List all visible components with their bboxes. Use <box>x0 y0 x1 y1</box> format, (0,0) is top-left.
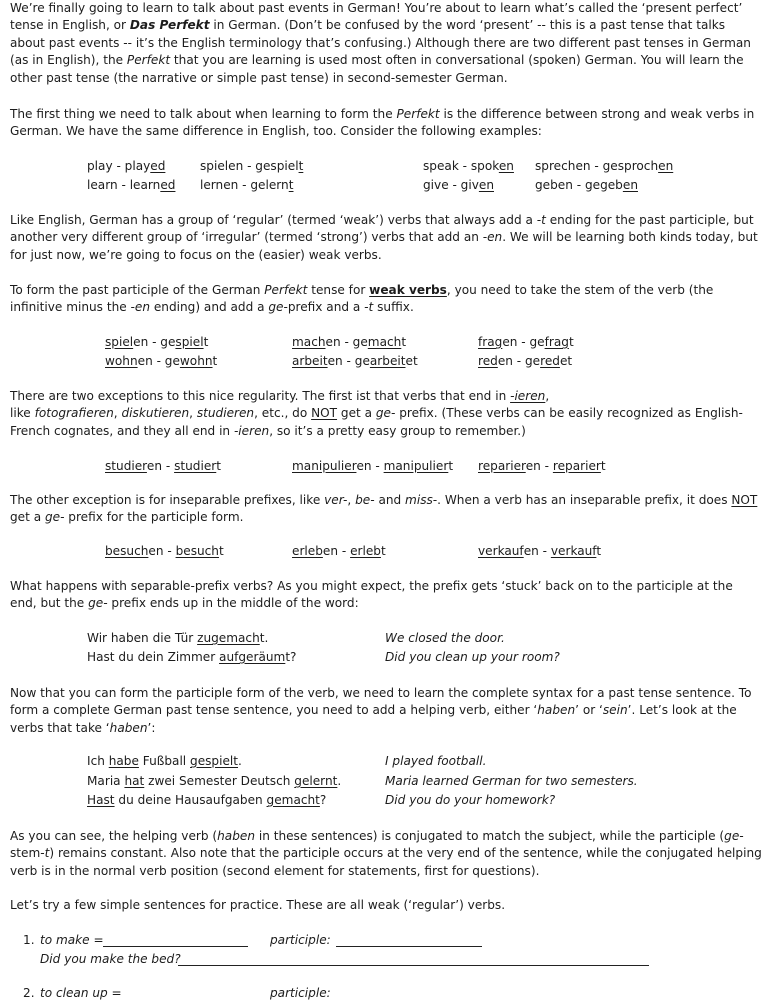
haben-german-2: Maria hat zwei Semester Deutsch gelernt. <box>87 774 342 788</box>
exercise-sentence-prompt: Did you make the bed? <box>40 952 181 966</box>
insep-verb-verkaufen: verkaufen - verkauft <box>478 544 602 558</box>
example-spielen: spielen - gespielt <box>200 159 304 173</box>
example-play: play - played <box>87 159 166 173</box>
haben-german-3: Hast du deine Hausaufgaben gemacht? <box>87 793 327 807</box>
syntax-paragraph: Now that you can form the participle form of the verb, we need to learn the complete syntax for a past tense sentence. To form a complete German past tense sentence, you need to add a helping verb, either ‘haben’ or ‘sein’. Let’s look at the verbs that take ‘haben’: <box>10 686 752 735</box>
example-speak: speak - spoken <box>423 159 514 173</box>
weak-verb-reden: reden - geredet <box>478 354 573 368</box>
weak-verb-spielen: spielen - gespielt <box>105 335 209 349</box>
ieren-verb-studieren: studieren - studiert <box>105 459 221 473</box>
ieren-verb-manipulieren: manipulieren - manipuliert <box>292 459 454 473</box>
intro-paragraph: We’re finally going to learn to talk about past events in German! You’re about to learn what’s called the ‘present perfect’ tense in English, or Das Perfekt in German. (Don’t be confused by the word ‘present’ -- this is a past tense that talks about past events -- it’s the English terminology that’s confusing.) Although there are two different past tenses in German (as in English), the Perfekt that you are learning is used most often in conversational (spoken) German. You will learn the other past tense (the narrative or simple past tense) in second-semester German. <box>10 1 751 85</box>
ieren-exception-paragraph: There are two exceptions to this nice regularity. The first ist that verbs that end in -ieren, like fotografieren, diskutieren, studieren, etc., do NOT get a ge- prefix. (These verbs can be easily recognized as English-French cognates, and they all end in -ieren, so it’s a pretty easy group to remember.) <box>10 389 743 438</box>
weak-verb-fragen: fragen - gefragt <box>478 335 574 349</box>
exercise-number: 2. <box>23 986 35 1000</box>
weak-verbs-rule-paragraph: To form the past participle of the German Perfekt tense for weak verbs, you need to take the stem of the verb (the infinitive minus the -en ending) and add a ge-prefix and a -t suffix. <box>10 283 714 315</box>
exercise-verb-prompt: to make = <box>40 933 104 947</box>
inseparable-exception-paragraph: The other exception is for inseparable prefixes, like ver-, be- and miss-. When a verb has an inseparable prefix, it does NOT get a ge- prefix for the participle form. <box>10 493 758 525</box>
regular-irregular-paragraph: Like English, German has a group of ‘regular’ (termed ‘weak’) verbs that always add a -t ending for the past participle, but another very different group of ‘irregular’ (termed ‘strong’) verbs that add an -en. We will be learning both kinds today, but for just now, we’re going to focus on the (easier) weak verbs. <box>10 213 758 262</box>
example-geben: geben - gegeben <box>535 178 638 192</box>
infinitive-answer-blank[interactable] <box>103 934 248 947</box>
weak-verb-wohnen: wohnen - gewohnt <box>105 354 218 368</box>
conjugation-paragraph: As you can see, the helping verb (haben in these sentences) is conjugated to match the subject, while the participle (ge-stem-t) remains constant. Also note that the participle occurs at the very end of the sentence, while the conjugated helping verb is in the normal verb position (second element for statements, first for questions). <box>10 829 762 878</box>
strong-weak-paragraph: The first thing we need to talk about when learning to form the Perfekt is the difference between strong and weak verbs in German. We have the same difference in English, too. Consider the following examples: <box>10 107 755 139</box>
haben-english-1: I played football. <box>385 754 487 768</box>
insep-verb-erleben: erleben - erlebt <box>292 544 386 558</box>
weak-verb-machen: machen - gemacht <box>292 335 407 349</box>
haben-german-1: Ich habe Fußball gespielt. <box>87 754 242 768</box>
exercise-number: 1. <box>23 933 35 947</box>
haben-english-3: Did you do your homework? <box>385 793 556 807</box>
example-learn: learn - learned <box>87 178 176 192</box>
example-lernen: lernen - gelernt <box>200 178 294 192</box>
participle-answer-blank[interactable] <box>336 934 482 947</box>
haben-english-2: Maria learned German for two semesters. <box>385 774 638 788</box>
example-give: give - given <box>423 178 494 192</box>
weak-verbs-term: weak verbs <box>369 283 447 297</box>
insep-verb-besuchen: besuchen - besucht <box>105 544 224 558</box>
separable-english-2: Did you clean up your room? <box>385 650 560 664</box>
das-perfekt-term: Das Perfekt <box>129 18 210 33</box>
ieren-verb-reparieren: reparieren - repariert <box>478 459 606 473</box>
example-sprechen: sprechen - gesprochen <box>535 159 674 173</box>
practice-intro: Let’s try a few simple sentences for practice. These are all weak (‘regular’) verbs. <box>10 898 506 912</box>
separable-german-1: Wir haben die Tür zugemacht. <box>87 631 269 645</box>
participle-prompt: participle: <box>270 986 331 1000</box>
separable-german-2: Hast du dein Zimmer aufgeräumt? <box>87 650 297 664</box>
sentence-answer-blank[interactable] <box>178 953 649 966</box>
participle-prompt: participle: <box>270 933 331 947</box>
weak-verb-arbeiten: arbeiten - gearbeitet <box>292 354 418 368</box>
separable-prefix-paragraph: What happens with separable-prefix verbs? As you might expect, the prefix gets ‘stuck’ back on to the participle at the end, but the ge- prefix ends up in the middle of the word: <box>10 579 733 611</box>
exercise-verb-prompt: to clean up = <box>40 986 122 1000</box>
separable-english-1: We closed the door. <box>385 631 505 645</box>
